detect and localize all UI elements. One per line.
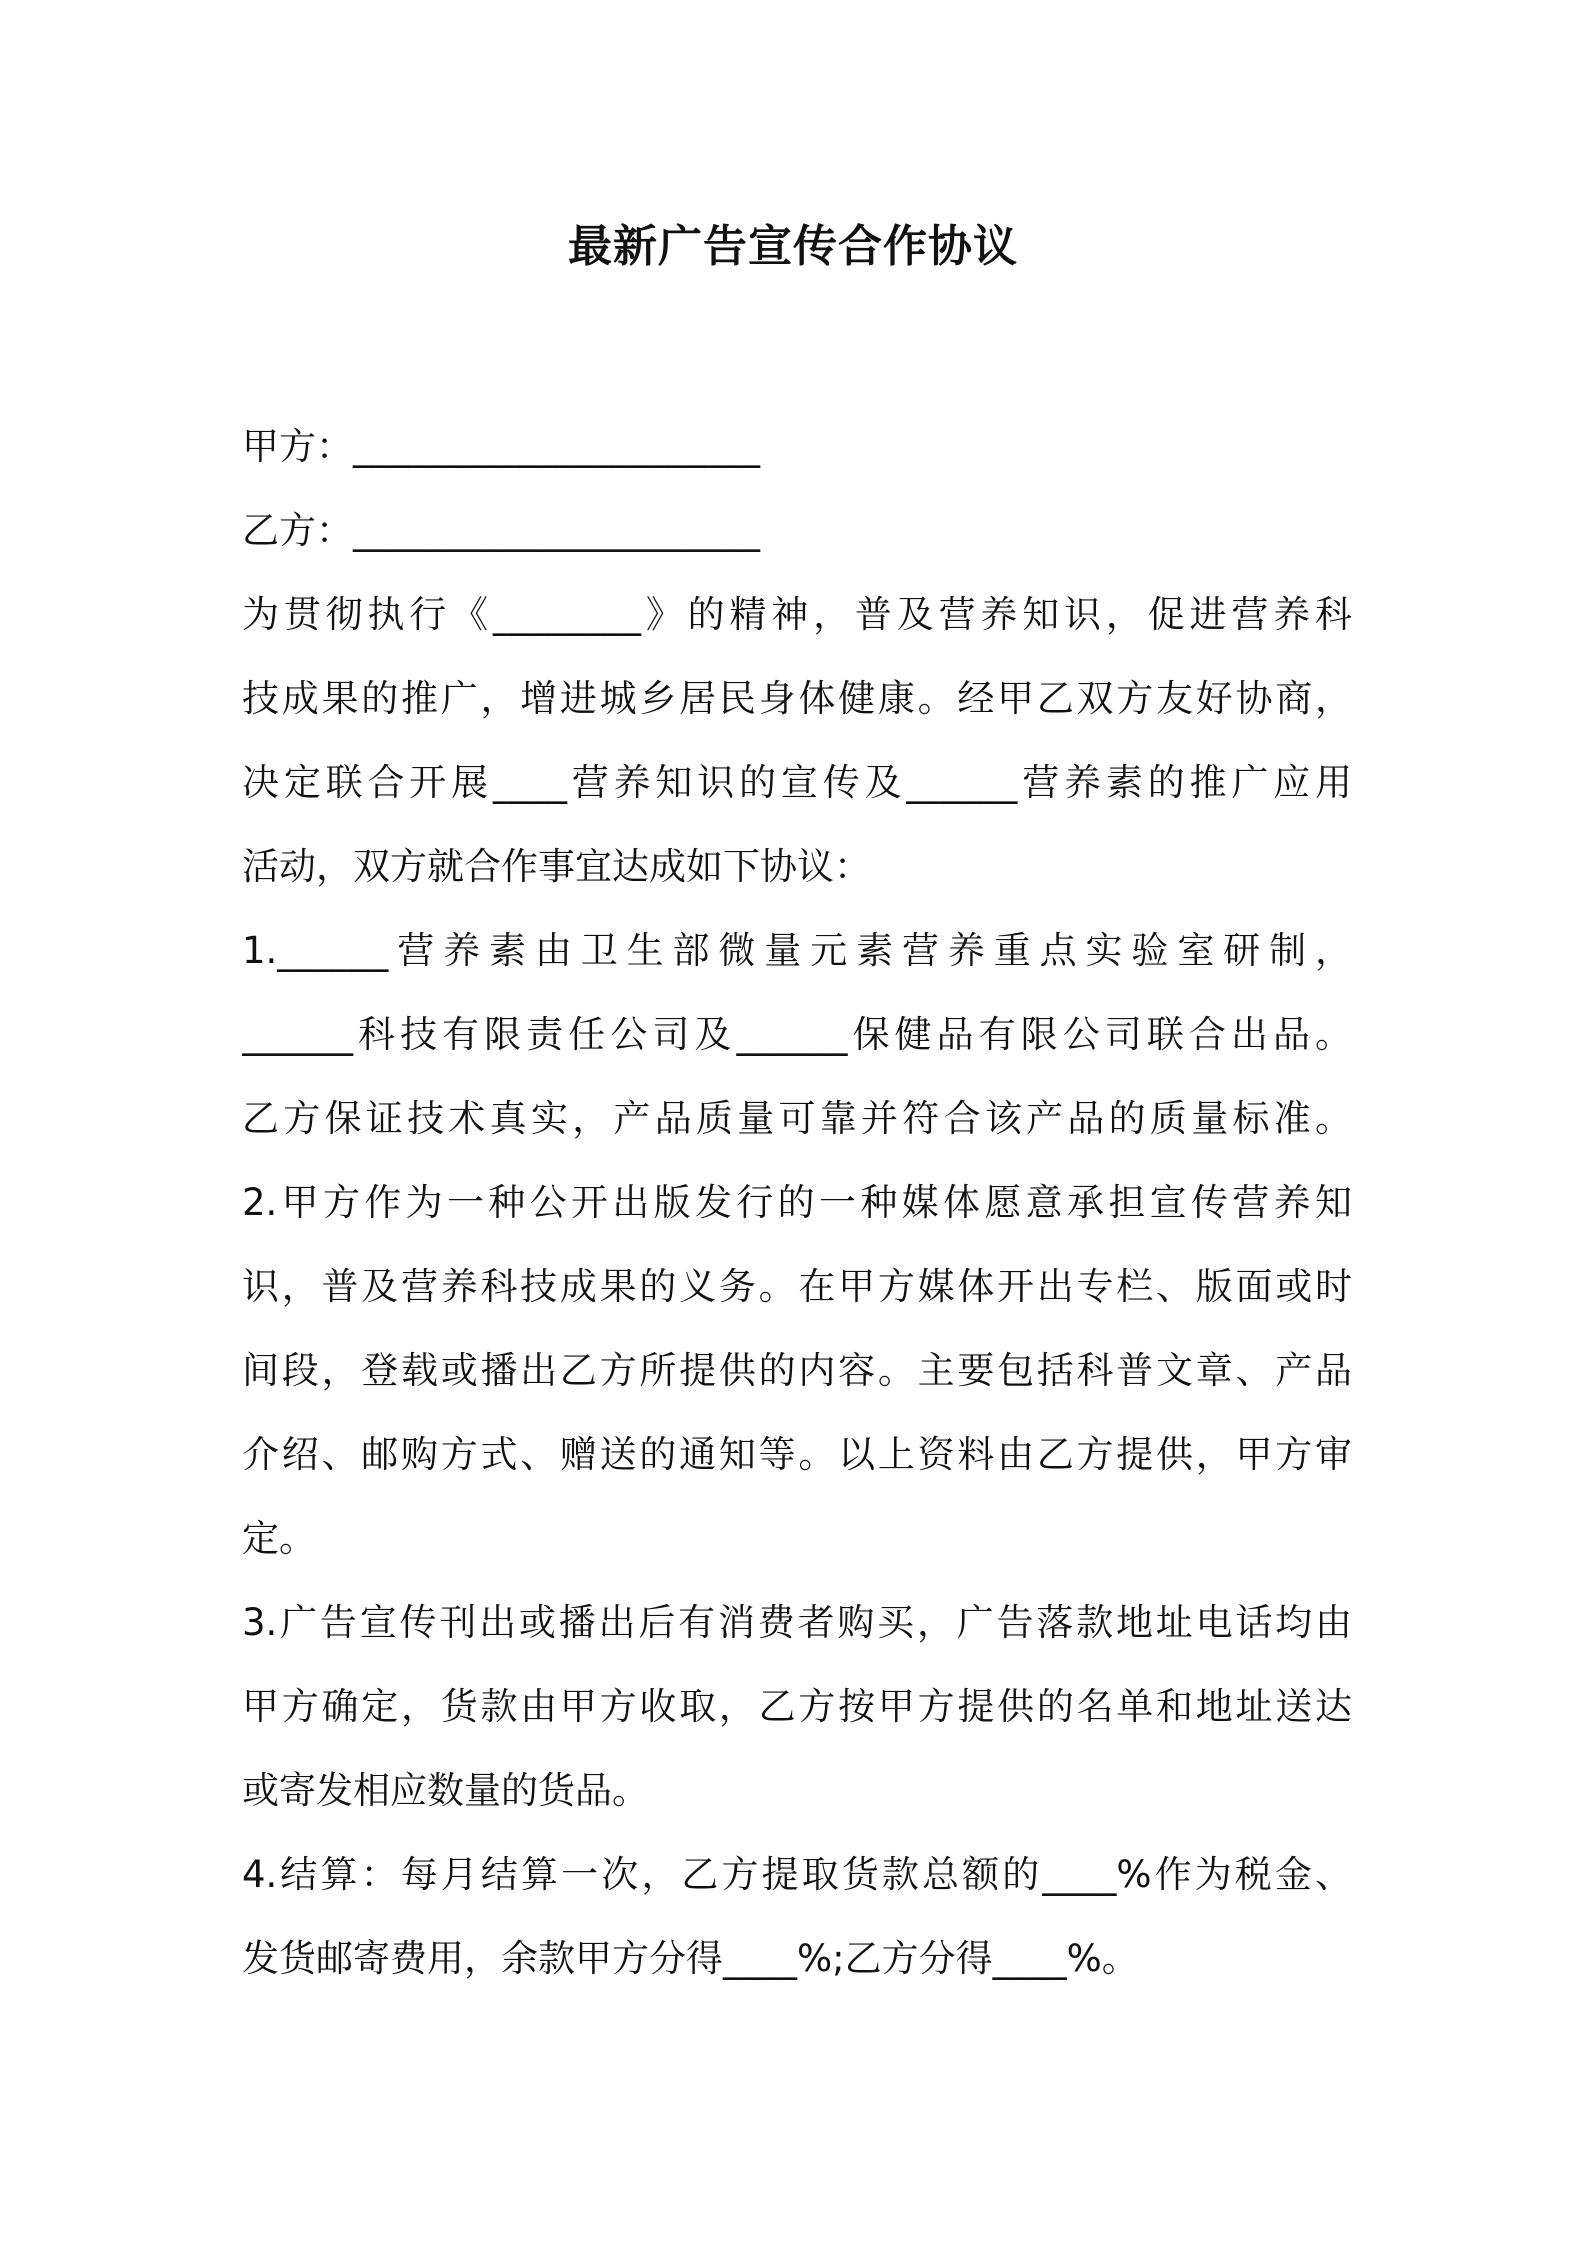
clause-2-line: 介绍、邮购方式、赠送的通知等。以上资料由乙方提供，甲方审 — [242, 1433, 1352, 1476]
clause-1-line: ______科技有限责任公司及______保健品有限公司联合出品。 — [242, 1013, 1352, 1056]
party-b-line: 乙方：______________________ — [242, 509, 760, 552]
clause-1-line: 1.______营养素由卫生部微量元素营养重点实验室研制， — [242, 929, 1352, 972]
clause-2-line: 2.甲方作为一种公开出版发行的一种媒体愿意承担宣传营养知 — [242, 1181, 1352, 1224]
document-body — [242, 405, 1352, 2001]
clause-2-line: 间段，登载或播出乙方所提供的内容。主要包括科普文章、产品 — [242, 1349, 1352, 1392]
document-title: 最新广告宣传合作协议 — [568, 221, 1018, 272]
clause-3-line: 3.广告宣传刊出或播出后有消费者购买，广告落款地址电话均由 — [242, 1601, 1352, 1644]
clause-4-line: 发货邮寄费用，余款甲方分得____%;乙方分得____%。 — [242, 1937, 1139, 1980]
clause-2-line: 识，普及营养科技成果的义务。在甲方媒体开出专栏、版面或时 — [242, 1265, 1352, 1308]
body-line: 技成果的推广，增进城乡居民身体健康。经甲乙双方友好协商， — [242, 677, 1352, 720]
party-a-line: 甲方：______________________ — [242, 425, 760, 468]
body-line: 为贯彻执行《________》的精神，普及营养知识，促进营养科 — [242, 593, 1352, 636]
clause-3-line: 甲方确定，货款由甲方收取，乙方按甲方提供的名单和地址送达 — [242, 1685, 1352, 1728]
clause-2-line: 定。 — [242, 1517, 316, 1560]
clause-1-line: 乙方保证技术真实，产品质量可靠并符合该产品的质量标准。 — [242, 1097, 1352, 1140]
clause-4-line: 4.结算：每月结算一次，乙方提取货款总额的____%作为税金、 — [242, 1853, 1352, 1896]
body-line: 决定联合开展____营养知识的宣传及______营养素的推广应用 — [242, 761, 1352, 804]
body-line: 活动，双方就合作事宜达成如下协议： — [242, 845, 871, 888]
clause-3-line: 或寄发相应数量的货品。 — [242, 1769, 649, 1812]
